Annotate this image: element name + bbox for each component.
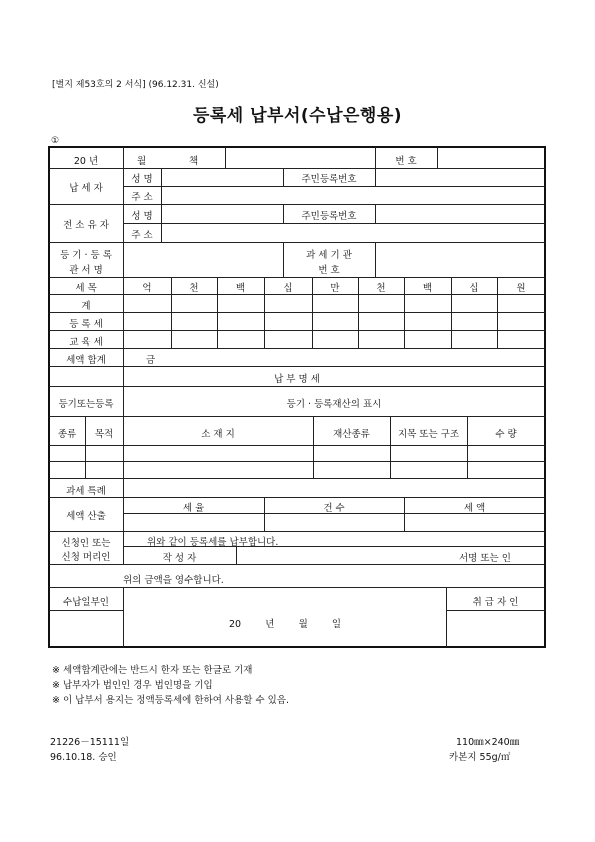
unit-header: 억 xyxy=(142,283,152,294)
prev-owner-label: 전 소 유 자 xyxy=(63,220,109,231)
payer-id-label: 주민등록번호 xyxy=(301,174,357,185)
reg-property-desc: 등기 · 등록재산의 표시 xyxy=(286,399,382,410)
tax-org-label-1: 과 세 기 관 xyxy=(306,250,352,261)
book-label: 책 xyxy=(189,156,199,167)
col-land-structure: 지목 또는 구조 xyxy=(397,429,460,440)
calc-rate-label: 세 율 xyxy=(182,503,205,514)
tax-special-label: 과세 특례 xyxy=(66,486,106,497)
applicant-label-2: 신청 머리인 xyxy=(61,552,111,563)
reg-type-label: 등기또는등록 xyxy=(58,399,114,410)
tax-row-registration: 등 록 세 xyxy=(69,319,103,330)
paper-type: 카본지 55g/㎡ xyxy=(449,752,511,763)
note-1: ※ 세액합계란에는 반드시 한자 또는 한글로 기재 xyxy=(52,665,253,676)
form-reference: [별지 제53호의 2 서식] (96.12.31. 신설) xyxy=(52,80,219,90)
unit-header: 천 xyxy=(189,283,199,294)
payer-name-label: 성 명 xyxy=(131,174,153,185)
tax-org-label-2: 번 호 xyxy=(318,265,340,276)
tax-row-total: 계 xyxy=(81,301,91,312)
tax-row-education: 교 육 세 xyxy=(69,337,103,348)
year-field: 20 년 xyxy=(73,156,99,167)
unit-header: 백 xyxy=(235,283,246,294)
unit-header: 원 xyxy=(516,283,526,294)
writer-label: 작 성 자 xyxy=(162,553,197,564)
unit-header: 천 xyxy=(376,283,386,294)
applicant-statement: 위와 같이 등록세를 납부합니다. xyxy=(147,537,279,548)
form-code: 21226－15111일 xyxy=(50,737,130,748)
details-section-title: 납 부 명 세 xyxy=(274,374,320,385)
total-label: 세액 합계 xyxy=(66,355,106,366)
prev-owner-name-label: 성 명 xyxy=(131,211,153,222)
number-label: 번 호 xyxy=(395,156,417,167)
payer-address-label: 주 소 xyxy=(131,192,153,203)
month-label: 월 xyxy=(137,156,147,167)
unit-header: 십 xyxy=(469,283,479,294)
receipt-stamp-label: 수납일부인 xyxy=(63,597,109,608)
office-label-1: 등 기 · 등 록 xyxy=(60,250,112,261)
handler-stamp-label: 취 급 자 인 xyxy=(472,597,519,608)
copy-mark: ① xyxy=(51,136,60,146)
note-2: ※ 납부자가 법인인 경우 법인명을 기입 xyxy=(52,680,213,691)
unit-header: 백 xyxy=(422,283,433,294)
col-quantity: 수 량 xyxy=(495,429,517,440)
approval-date: 96.10.18. 승인 xyxy=(50,752,117,763)
payer-label: 납 세 자 xyxy=(69,183,103,194)
col-purpose: 목적 xyxy=(94,429,114,440)
receipt-statement: 위의 금액을 영수합니다. xyxy=(123,575,224,586)
calc-count-label: 건 수 xyxy=(323,503,345,514)
col-kind: 종류 xyxy=(57,429,77,440)
paper-size: 110㎜×240㎜ xyxy=(456,737,520,748)
col-location: 소 재 지 xyxy=(201,429,235,440)
col-property-type: 재산종류 xyxy=(333,429,370,440)
note-3: ※ 이 납부서 용지는 정액등록세에 한하여 사용할 수 있음. xyxy=(52,695,290,706)
unit-header: 만 xyxy=(330,283,340,294)
signature-label: 서명 또는 인 xyxy=(459,553,511,564)
total-value-prefix: 금 xyxy=(146,355,156,366)
tax-item-header: 세 목 xyxy=(75,283,97,294)
tax-calc-label: 세액 산출 xyxy=(66,511,106,522)
office-label-2: 관 서 명 xyxy=(69,265,103,276)
page-title: 등록세 납부서(수납은행용) xyxy=(192,106,403,126)
applicant-label-1: 신청인 또는 xyxy=(61,538,111,549)
prev-owner-id-label: 주민등록번호 xyxy=(301,211,357,222)
receipt-date: 20 년 월 일 xyxy=(229,619,342,630)
calc-amount-label: 세 액 xyxy=(463,503,486,514)
prev-owner-address-label: 주 소 xyxy=(131,230,153,241)
unit-header: 십 xyxy=(283,283,293,294)
